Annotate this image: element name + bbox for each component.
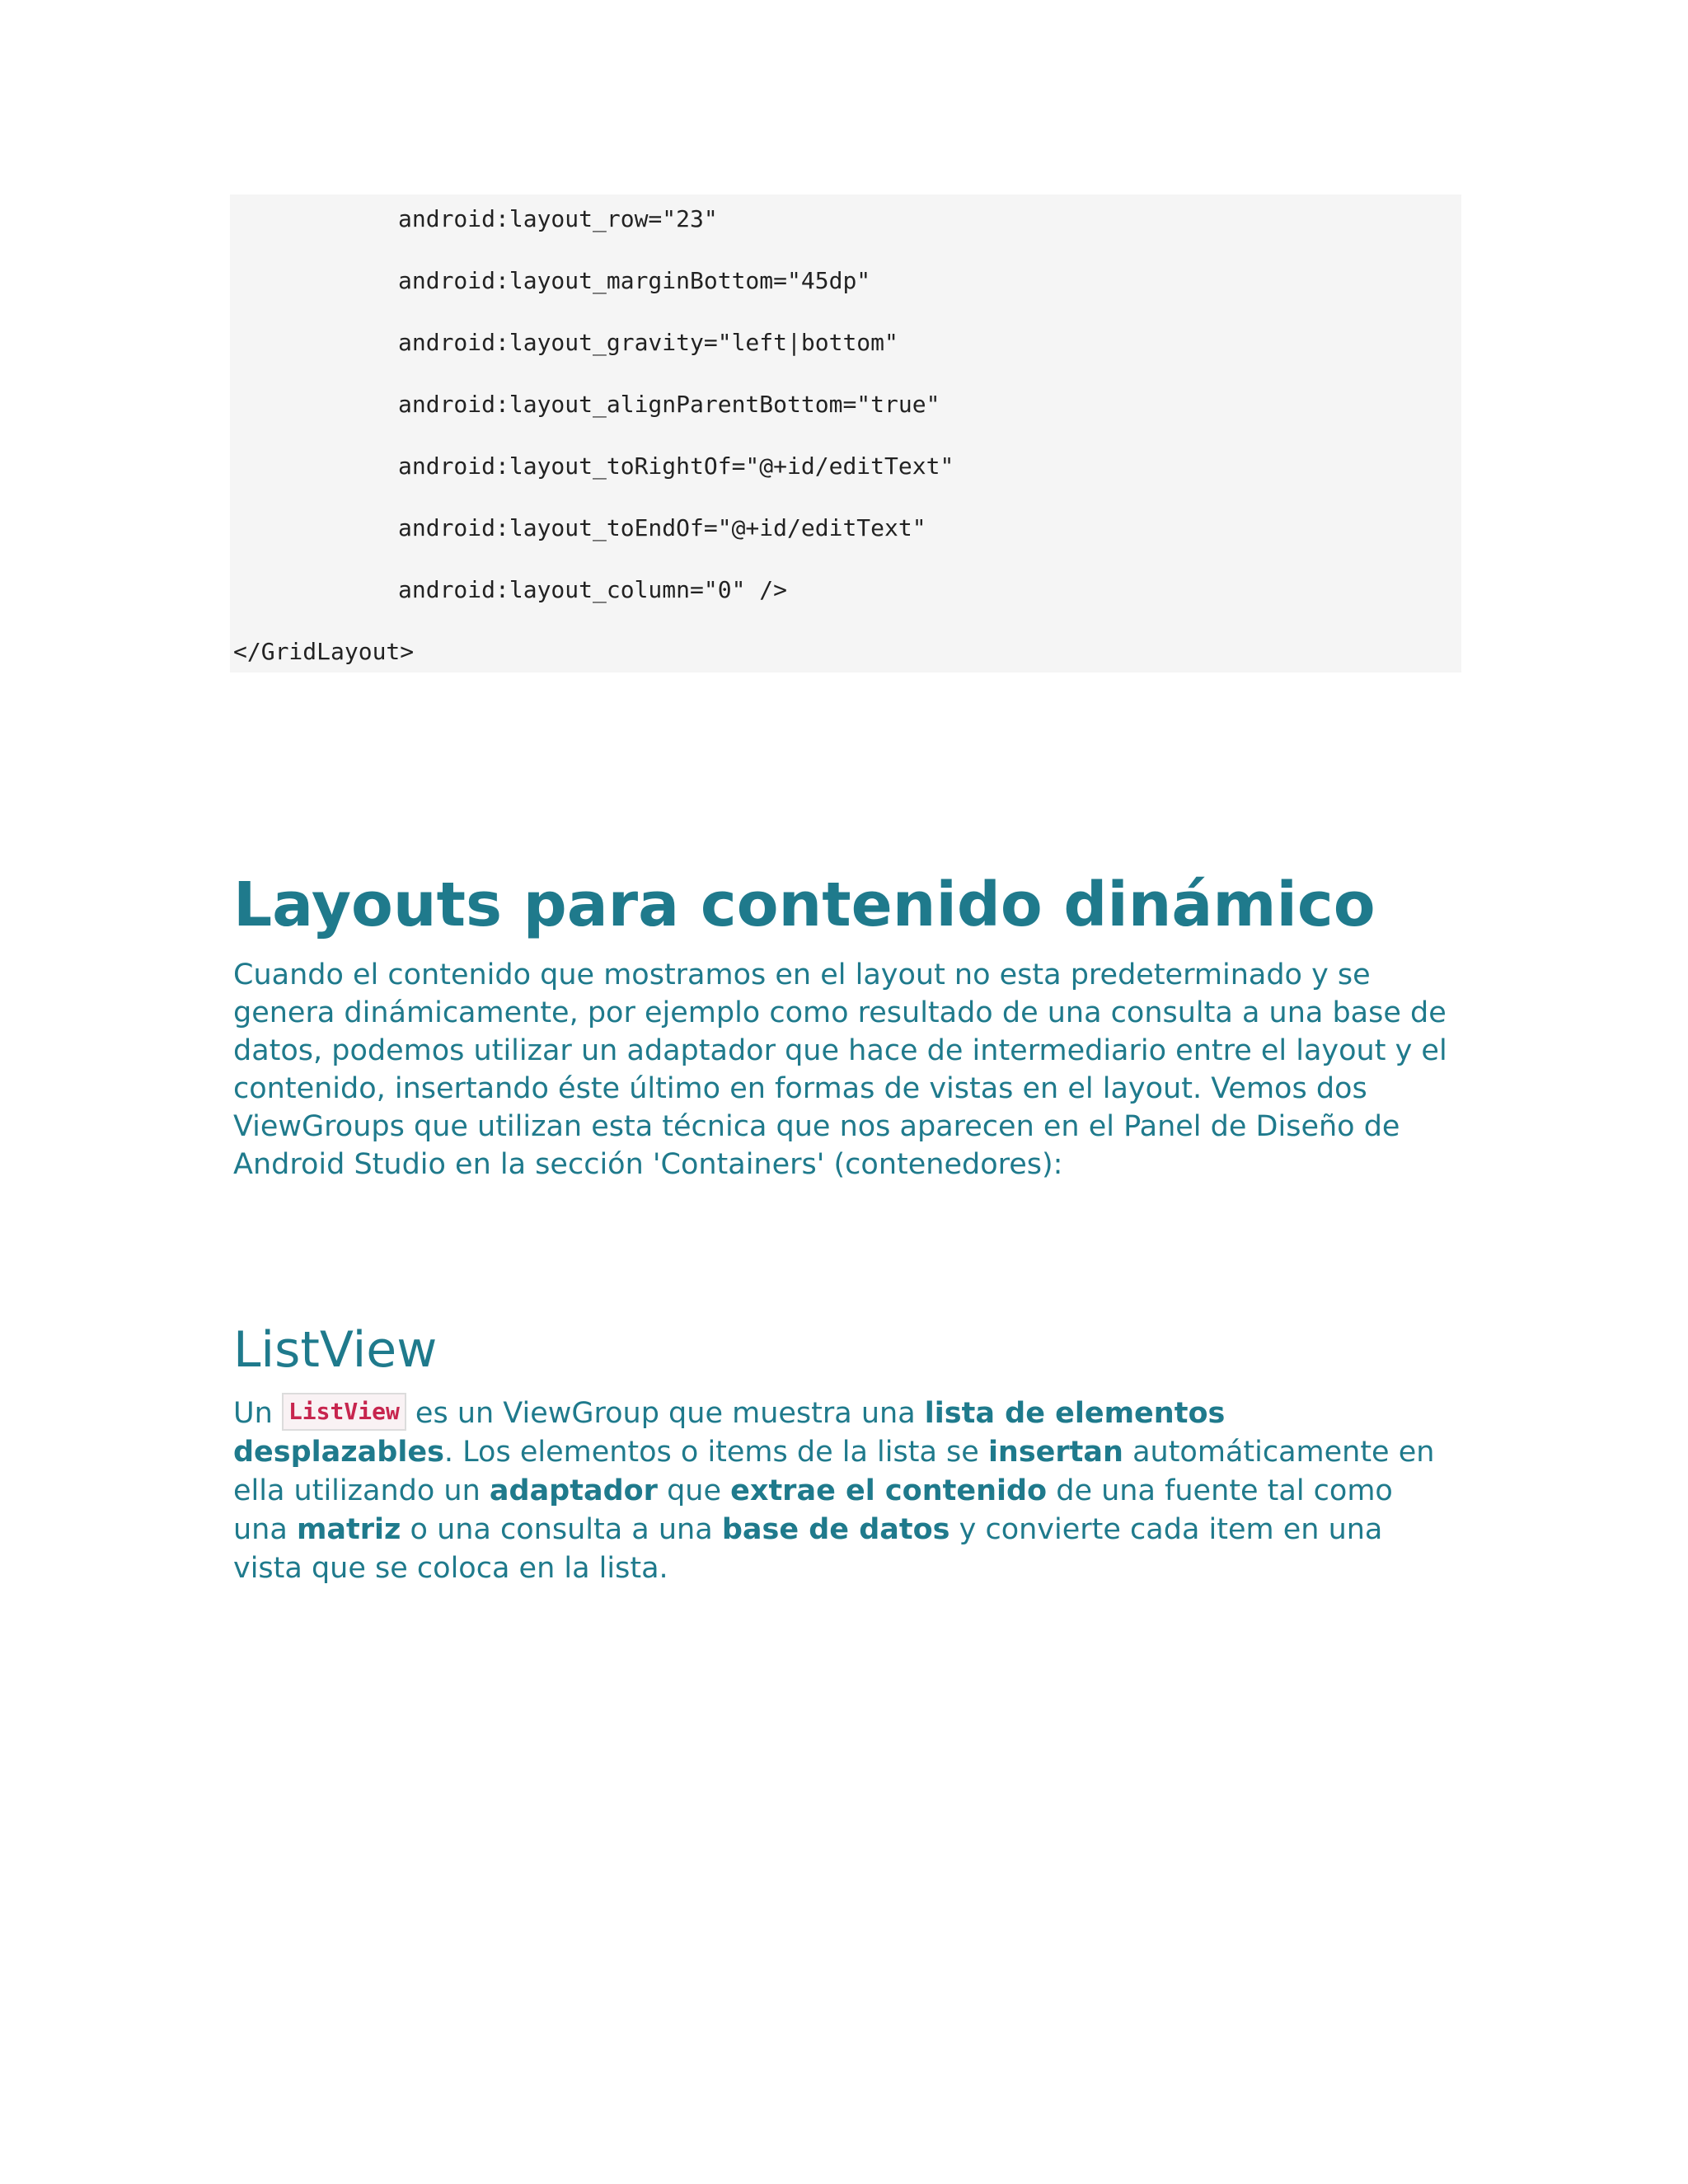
bold-text: adaptador bbox=[489, 1474, 658, 1507]
code-line: android:layout_toEndOf="@+id/editText" bbox=[398, 514, 926, 541]
text-run: o una consulta a una bbox=[401, 1513, 722, 1546]
text-run: de una fuente tal como una bbox=[233, 1474, 1393, 1546]
text-run: y convierte cada item en una vista que se coloca en la lista. bbox=[233, 1513, 1383, 1585]
code-line: android:layout_column="0" /> bbox=[398, 576, 788, 603]
bold-text: base de datos bbox=[721, 1513, 950, 1546]
code-line: android:layout_gravity="left|bottom" bbox=[398, 329, 898, 356]
text-run: automáticamente en ella utilizando un bbox=[233, 1436, 1435, 1507]
code-block bbox=[230, 194, 1461, 673]
section-body-listview bbox=[233, 1394, 1453, 1588]
code-line: android:layout_marginBottom="45dp" bbox=[398, 267, 871, 294]
text-run: Un bbox=[233, 1397, 282, 1430]
bold-text: matriz bbox=[296, 1513, 401, 1546]
text-run: que bbox=[657, 1474, 731, 1507]
section-title-dynamic-content: Layouts para contenido dinámico bbox=[233, 869, 1376, 940]
code-line: </GridLayout> bbox=[233, 638, 415, 665]
bold-text: insertan bbox=[987, 1436, 1123, 1469]
text-run: es un ViewGroup que muestra una bbox=[406, 1397, 925, 1430]
code-line: android:layout_row="23" bbox=[398, 205, 718, 232]
code-line: android:layout_alignParentBottom="true" bbox=[398, 391, 940, 418]
code-line: android:layout_toRightOf="@+id/editText" bbox=[398, 452, 954, 480]
bold-text: extrae el contenido bbox=[730, 1474, 1048, 1507]
inline-code-listview: ListView bbox=[282, 1393, 406, 1431]
section-title-listview: ListView bbox=[233, 1321, 438, 1379]
section-body-dynamic-content: Cuando el contenido que mostramos en el layout no esta predeterminado y se genera dinámicamente, por ejemplo como resultado de una consulta a una base de datos, podemos utilizar un adaptador que hace de intermediario entre el layout y el contenido, insertando éste último en formas de vistas en el layout. Vemos dos ViewGroups que utilizan esta técnica que nos aparecen en el Panel de Diseño de Android Studio en la sección 'Containers' (contenedores): bbox=[233, 958, 1447, 1181]
text-run: . Los elementos o items de la lista se bbox=[443, 1436, 988, 1469]
bold-text: lista de elementos desplazables bbox=[233, 1397, 1226, 1469]
